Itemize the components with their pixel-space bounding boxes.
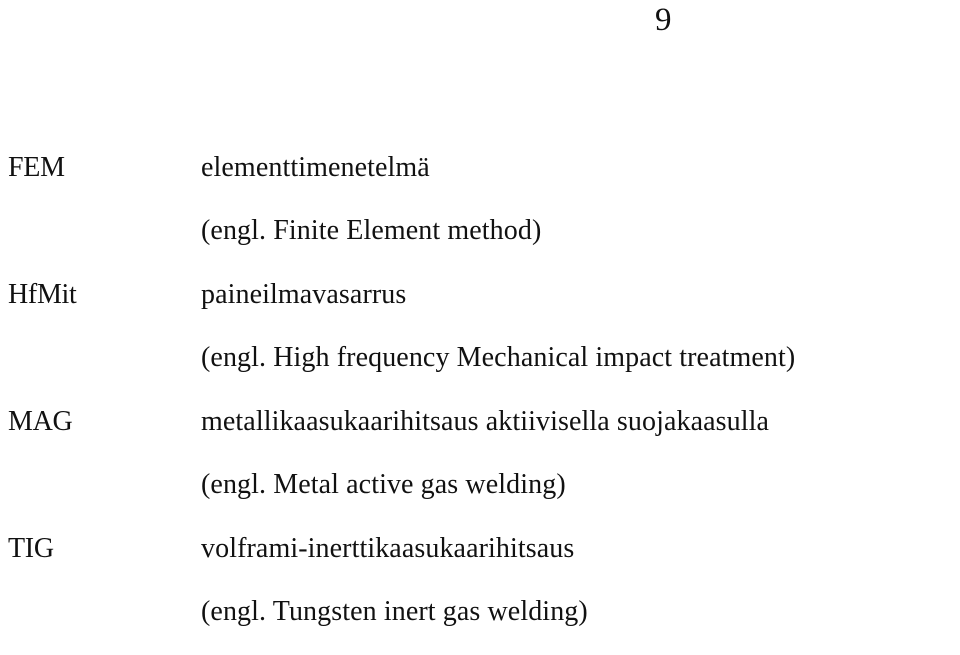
abbreviation-entry-tig [0, 528, 960, 655]
abbreviation-term: FEM [8, 152, 65, 183]
abbreviation-finnish-definition: elementtimenetelmä [201, 152, 430, 183]
abbreviation-english-definition: (engl. Tungsten inert gas welding) [201, 596, 588, 627]
abbreviation-entry-mag [0, 401, 960, 528]
abbreviation-term: TIG [8, 533, 54, 564]
abbreviation-english-definition: (engl. Metal active gas welding) [201, 469, 566, 500]
abbreviation-finnish-definition: metallikaasukaarihitsaus aktiivisella suojakaasulla [201, 406, 770, 437]
abbreviation-finnish-definition: volframi-inerttikaasukaarihitsaus [201, 533, 575, 564]
abbreviation-list [0, 147, 960, 655]
abbreviation-finnish-definition: paineilmavasarrus [201, 279, 407, 310]
abbreviation-english-definition: (engl. High frequency Mechanical impact treatment) [201, 342, 796, 373]
abbreviation-entry-fem [0, 147, 960, 274]
abbreviation-english-definition: (engl. Finite Element method) [201, 215, 542, 246]
page-number: 9 [655, 2, 672, 38]
abbreviation-entry-hfmit [0, 274, 960, 401]
abbreviation-term: MAG [8, 406, 73, 437]
abbreviation-term: HfMit [8, 279, 77, 310]
